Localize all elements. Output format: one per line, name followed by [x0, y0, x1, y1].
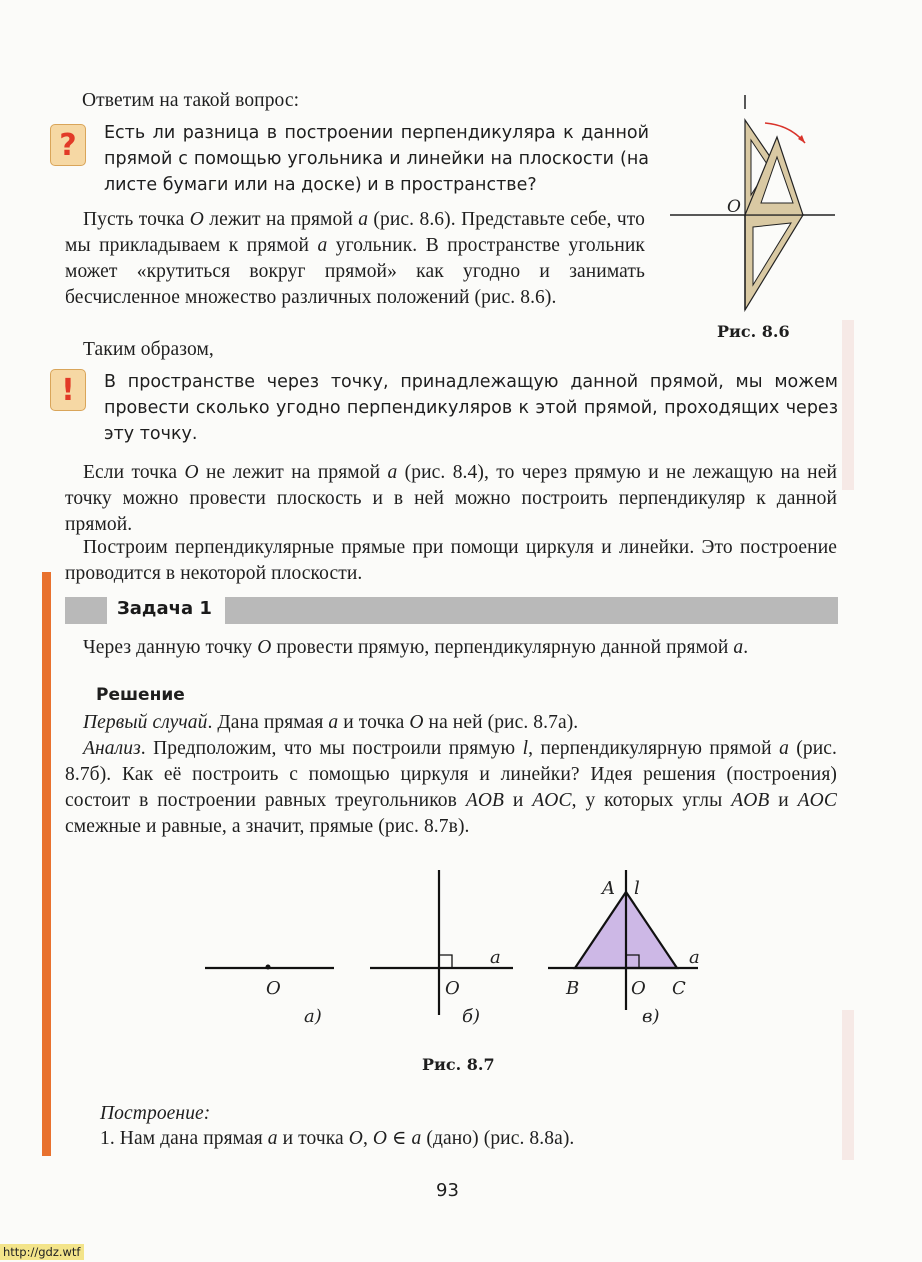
point-O — [266, 965, 271, 970]
page-number: 93 — [436, 1180, 459, 1201]
exclamation-icon: ! — [50, 369, 86, 411]
label-A: A — [602, 878, 615, 899]
paragraph-1: Пусть точка O лежит на прямой a (рис. 8.6). Представьте себе, что мы прикладываем к прямой a угольник. В пространстве угольник может «крутиться вокруг прямой» как угодно и занимать бесчисленное множество различных положений (рис. 8.6). — [65, 209, 645, 308]
figure-8-6 — [665, 95, 845, 345]
label-B: B — [566, 978, 580, 999]
question-text: Есть ли разница в построении перпендикуляра к данной прямой с помощью угольника и линейки на плоскости (на листе бумаги или на доске) и в пространстве? — [104, 123, 649, 195]
paragraph-2: Если точка O не лежит на прямой a (рис. 8.4), то через прямую и не лежащую на ней точку можно провести плоскость и в ней можно построить перпендикуляр к данной прямой. — [65, 462, 837, 535]
analysis-text: Анализ. Предположим, что мы построили прямую l, перпендикулярную прямой a (рис. 8.7б). Как её построить с помощью циркуля и линейки? Идея решения (построения) состоит в построении равных треугольников AOB и AOC, у которых углы AOB и AOC смежные и равные, а значит, прямые (рис. 8.7в). — [65, 738, 837, 837]
rotation-arrow — [765, 123, 805, 143]
label-O: O — [266, 978, 281, 999]
label-O: O — [727, 197, 741, 217]
label-O: O — [445, 978, 460, 999]
construction-label: Построение: — [100, 1103, 211, 1124]
intro-text: Ответим на такой вопрос: — [82, 90, 300, 111]
margin-strip — [842, 320, 854, 490]
note-text: В пространстве через точку, принадлежащую данной прямой, мы можем провести сколько угодно перпендикуляров к этой прямой, проходящих через эту точку. — [104, 372, 838, 444]
step-1-text: 1. Нам дана прямая a и точка O, O ∈ a (дано) (рис. 8.8а). — [100, 1128, 575, 1149]
watermark-link[interactable]: http://gdz.wtf — [0, 1244, 84, 1260]
task-text: Через данную точку O провести прямую, перпендикулярную данной прямой a. — [83, 637, 749, 658]
figure-8-6-caption: Рис. 8.6 — [717, 322, 790, 341]
label-a: a — [490, 947, 501, 968]
sub-caption-v: в) — [642, 1006, 660, 1027]
label-C: C — [672, 978, 686, 999]
solution-title: Решение — [96, 685, 185, 705]
sub-caption-b: б) — [462, 1006, 481, 1027]
section-side-bar — [42, 572, 51, 1156]
task-header — [65, 597, 838, 624]
paragraph-3: Построим перпендикулярные прямые при помощи циркуля и линейки. Это построение проводится в некоторой плоскости. — [65, 537, 837, 584]
label-l: l — [634, 878, 640, 899]
figure-8-7 — [190, 870, 720, 1030]
thus-text: Таким образом, — [83, 339, 214, 360]
label-O: O — [631, 978, 646, 999]
case-1-text: Первый случай. Дана прямая a и точка O на ней (рис. 8.7а). — [83, 712, 579, 733]
margin-strip — [842, 1010, 854, 1160]
task-title: Задача 1 — [117, 598, 212, 619]
right-angle-mark — [439, 955, 452, 968]
sub-caption-a: а) — [304, 1006, 322, 1027]
figure-8-7-caption: Рис. 8.7 — [422, 1055, 495, 1074]
question-icon: ? — [50, 124, 86, 166]
label-a: a — [689, 947, 700, 968]
